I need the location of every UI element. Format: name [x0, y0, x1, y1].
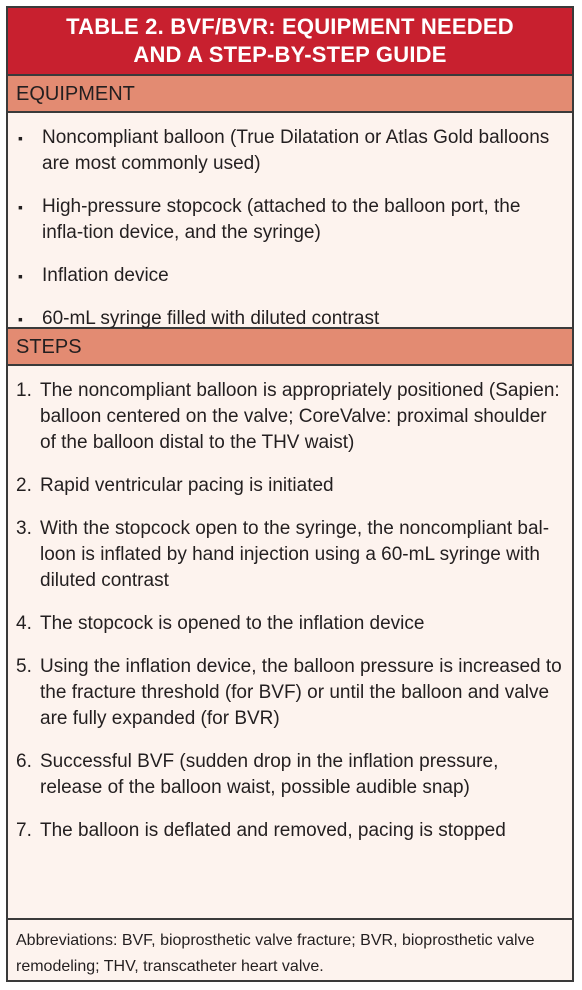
- equipment-heading: EQUIPMENT: [8, 76, 572, 113]
- step-number: 5.: [16, 656, 32, 677]
- steps-heading: STEPS: [8, 327, 572, 366]
- step-number: 7.: [16, 820, 32, 841]
- step-text: Using the inflation device, the balloon pressure is increased to the fracture threshold (for BVF) or until the balloon and valve are fully expanded (for BVR): [40, 656, 562, 729]
- step-text: Rapid ventricular pacing is initiated: [40, 475, 334, 496]
- list-item: [16, 516, 564, 594]
- step-text: The stopcock is opened to the inflation device: [40, 613, 425, 634]
- step-text: The balloon is deflated and removed, pacing is stopped: [40, 820, 506, 841]
- list-item: [16, 306, 564, 332]
- table-title-line-1: TABLE 2. BVF/BVR: EQUIPMENT NEEDED: [66, 14, 514, 39]
- step-text: The noncompliant balloon is appropriately positioned (Sapien: balloon centered on the valve; CoreValve: proximal shoulder of the balloon distal to the THV waist): [40, 380, 560, 453]
- table-title-line-2: AND A STEP-BY-STEP GUIDE: [133, 42, 447, 67]
- bullet-icon: ▪: [18, 311, 23, 327]
- equipment-list: [8, 113, 572, 327]
- list-item: [16, 263, 564, 289]
- list-item: [16, 654, 564, 732]
- list-item: [16, 125, 564, 177]
- step-text: Successful BVF (sudden drop in the inflation pressure, release of the balloon waist, possible audible snap): [40, 751, 499, 798]
- list-item: [16, 378, 564, 456]
- step-number: 6.: [16, 751, 32, 772]
- table-2: [6, 6, 574, 982]
- bullet-icon: ▪: [18, 130, 23, 146]
- step-number: 4.: [16, 613, 32, 634]
- list-item: [16, 473, 564, 499]
- equipment-item-text: 60-mL syringe filled with diluted contrast: [42, 308, 380, 329]
- abbreviations-footnote: Abbreviations: BVF, bioprosthetic valve fracture; BVR, bioprosthetic valve remodeling; THV, transcatheter heart valve.: [8, 918, 572, 988]
- steps-list: [8, 366, 572, 918]
- equipment-item-text: Noncompliant balloon (True Dilatation or Atlas Gold balloons are most commonly used): [42, 127, 550, 174]
- table-title: [8, 8, 572, 76]
- step-text: With the stopcock open to the syringe, the noncompliant bal-loon is inflated by hand injection using a 60-mL syringe with diluted contrast: [40, 518, 550, 591]
- step-number: 1.: [16, 380, 32, 401]
- equipment-item-text: High-pressure stopcock (attached to the balloon port, the infla-tion device, and the syringe): [42, 196, 521, 243]
- list-item: [16, 749, 564, 801]
- list-item: [16, 611, 564, 637]
- bullet-icon: ▪: [18, 268, 23, 284]
- equipment-item-text: Inflation device: [42, 265, 169, 286]
- bullet-icon: ▪: [18, 199, 23, 215]
- list-item: [16, 194, 564, 246]
- list-item: [16, 818, 564, 844]
- step-number: 2.: [16, 475, 32, 496]
- step-number: 3.: [16, 518, 32, 539]
